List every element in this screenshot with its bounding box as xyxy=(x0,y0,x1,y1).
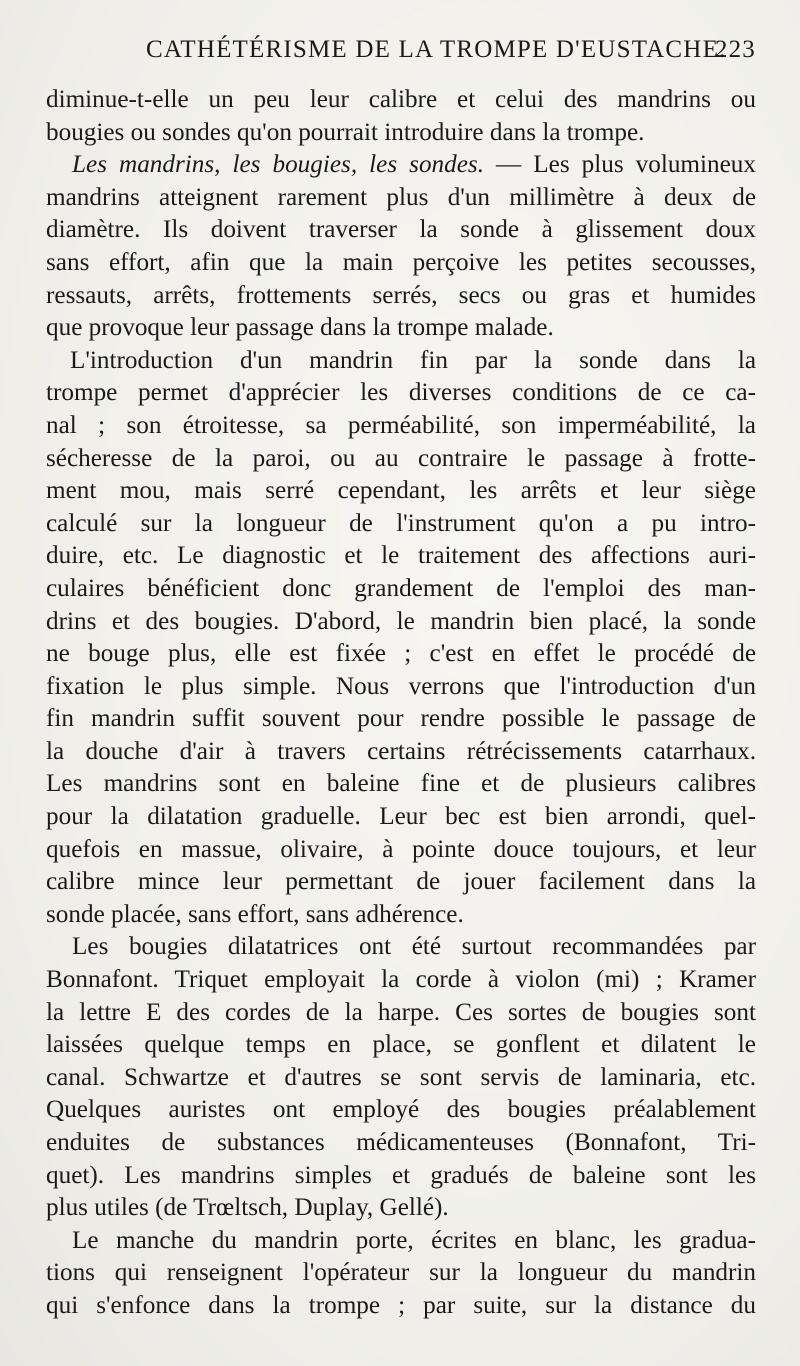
text-line: Le manche du mandrin porte, écrites en blanc, les gradua- xyxy=(72,1226,756,1254)
text-line: ment mou, mais serré cependant, les arrêts et leur siège xyxy=(46,477,756,505)
text-line: trompe permet d'apprécier les diverses conditions de ce ca- xyxy=(46,379,756,407)
text-line: diminue-t-elle un peu leur calibre et celui des mandrins ou xyxy=(46,86,756,113)
text-line: quet). Les mandrins simples et gradués de baleine sont les xyxy=(46,1161,756,1189)
text-line: Les bougies dilatatrices ont été surtout recommandées par xyxy=(72,933,756,961)
text-line: mandrins atteignent rarement plus d'un millimètre à deux de xyxy=(46,183,756,211)
text-line: la douche d'air à travers certains rétrécissements catarrhaux. xyxy=(46,737,756,765)
text-line: Bonnafont. Triquet employait la corde à violon (mi) ; Kramer xyxy=(46,966,756,994)
text-line: duire, etc. Le diagnostic et le traitement des affections auri- xyxy=(46,542,756,570)
text-line: Les mandrins sont en baleine fine et de plusieurs calibres xyxy=(46,770,756,798)
text-line: L'introduction d'un mandrin fin par la sonde dans la xyxy=(70,346,756,374)
text-line: sans effort, afin que la main perçoive les petites secousses, xyxy=(46,248,756,276)
text-line: tions qui renseignent l'opérateur sur la longueur du mandrin xyxy=(46,1259,756,1287)
text-line: drins et des bougies. D'abord, le mandrin bien placé, la sonde xyxy=(46,607,756,635)
text-line: fixation le plus simple. Nous verrons que l'introduction d'un xyxy=(46,672,756,700)
text-line: bougies ou sondes qu'on pourrait introduire dans la trompe. xyxy=(46,118,645,146)
text-line: plus utiles (de Trœltsch, Duplay, Gellé). xyxy=(46,1194,449,1222)
section-heading-italic: Les mandrins, les bougies, les sondes. xyxy=(72,151,485,179)
chapter-title: CATHÉTÉRISME DE LA TROMPE D'EUSTACHE. xyxy=(146,36,727,63)
page-number: 223 xyxy=(714,36,756,63)
text-line: calibre mince leur permettant de jouer facilement dans la xyxy=(46,868,756,896)
text-line: pour la dilatation graduelle. Leur bec est bien arrondi, quel- xyxy=(46,803,756,831)
text-line: que provoque leur passage dans la trompe malade. xyxy=(46,314,554,342)
text-line: calculé sur la longueur de l'instrument qu'on a pu intro- xyxy=(46,509,756,537)
text-line: Quelques auristes ont employé des bougies préalablement xyxy=(46,1096,756,1124)
text-line: laissées quelque temps en place, se gonflent et dilatent le xyxy=(46,1031,756,1059)
text-line: fin mandrin suffit souvent pour rendre possible le passage de xyxy=(46,705,756,733)
text-line: qui s'enfonce dans la trompe ; par suite, sur la distance du xyxy=(46,1291,756,1319)
text-line: ne bouge plus, elle est fixée ; c'est en effet le procédé de xyxy=(46,640,756,668)
text-line: enduites de substances médicamenteuses (Bonnafont, Tri- xyxy=(46,1129,756,1156)
text-line: ressauts, arrêts, frottements serrés, secs ou gras et humides xyxy=(46,281,756,309)
text-line: canal. Schwartze et d'autres se sont servis de laminaria, etc. xyxy=(46,1063,756,1091)
text-line: nal ; son étroitesse, sa perméabilité, son imperméabilité, la xyxy=(46,411,756,439)
text-line: sécheresse de la paroi, ou au contraire le passage à frotte- xyxy=(46,444,756,472)
text-line xyxy=(46,149,756,182)
text-line: quefois en massue, olivaire, à pointe douce toujours, et leur xyxy=(46,835,756,863)
text-line: diamètre. Ils doivent traverser la sonde à glissement doux xyxy=(46,216,756,244)
text-line: culaires bénéficient donc grandement de l'emploi des man- xyxy=(46,574,756,602)
text-line: la lettre E des cordes de la harpe. Ces sortes de bougies sont xyxy=(46,998,756,1026)
text-line: sonde placée, sans effort, sans adhérence. xyxy=(46,900,464,928)
running-head xyxy=(46,36,756,72)
body-text xyxy=(46,84,756,1323)
text-line-content: — Les plus volumineux xyxy=(484,151,756,179)
